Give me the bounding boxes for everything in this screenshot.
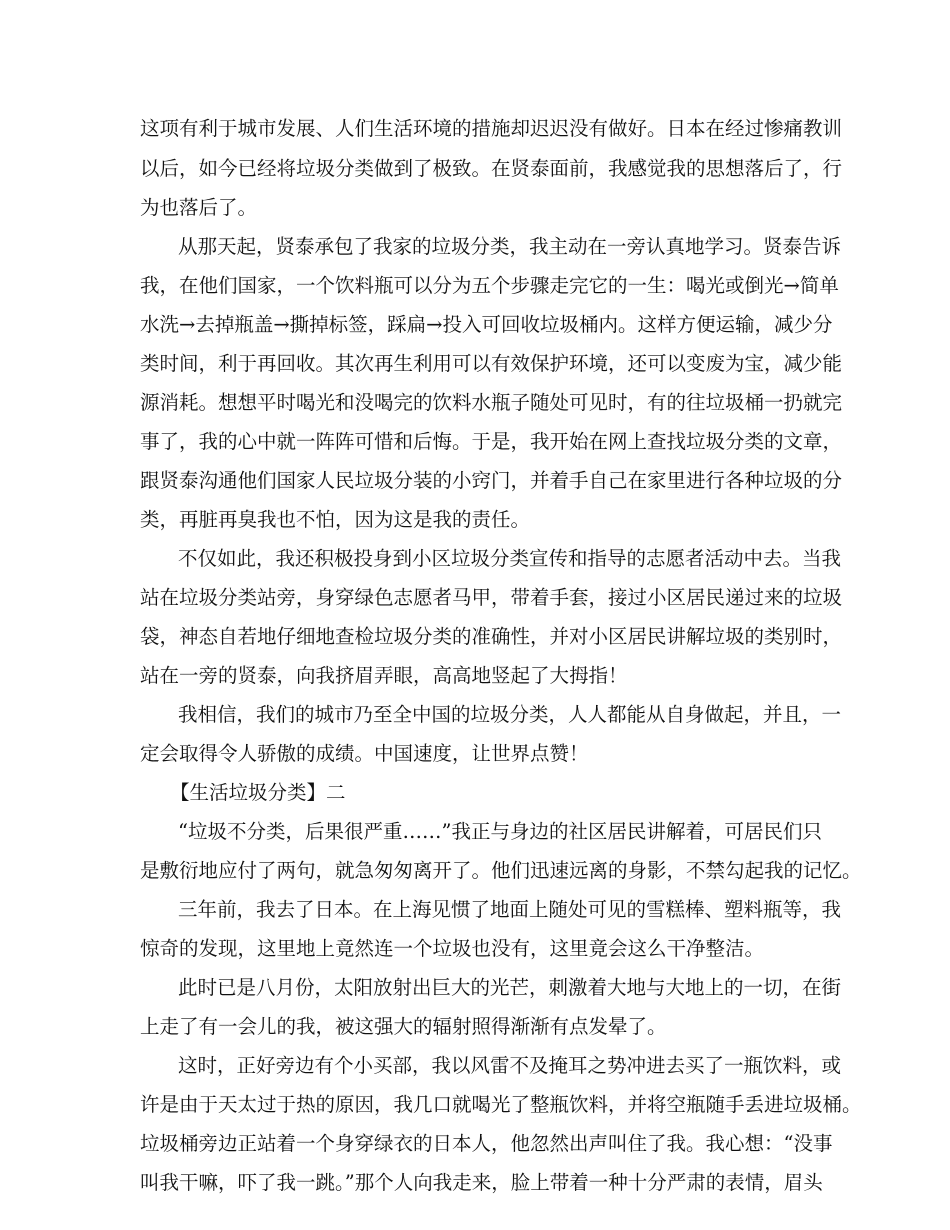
text-line: 类，再脏再臭我也不怕，因为这是我的责任。 <box>140 508 531 531</box>
text-line: 是敷衍地应付了两句，就急匆匆离开了。他们迅速远离的身影，不禁勾起我的记忆。 <box>140 859 862 882</box>
text-line: 以后，如今已经将垃圾分类做到了极致。在贤泰面前，我感觉我的思想落后了，行 <box>140 157 843 180</box>
text-line: 站在垃圾分类站旁，身穿绿色志愿者马甲，带着手套，接过小区居民递过来的垃圾 <box>140 586 843 609</box>
text-line: 这项有利于城市发展、人们生活环境的措施却迟迟没有做好。日本在经过惨痛教训 <box>140 117 843 140</box>
text-line: 三年前，我去了日本。在上海见惯了地面上随处可见的雪糕棒、塑料瓶等，我 <box>178 898 842 921</box>
text-line: 我相信，我们的城市乃至全中国的垃圾分类，人人都能从自身做起，并且，一 <box>178 703 842 726</box>
text-line: 袋，神态自若地仔细地查检垃圾分类的准确性，并对小区居民讲解垃圾的类别时， <box>140 625 843 648</box>
text-line: 我，在他们国家，一个饮料瓶可以分为五个步骤走完它的一生：喝光或倒光→简单 <box>140 274 839 297</box>
text-line: 许是由于天太过于热的原因，我几口就喝光了整瓶饮料，并将空瓶随手丢进垃圾桶。 <box>140 1093 862 1116</box>
text-line: 水洗→去掉瓶盖→撕掉标签，踩扁→投入可回收垃圾桶内。这样方便运输，减少分 <box>140 313 833 336</box>
text-line: 类时间，利于再回收。其次再生利用可以有效保护环境，还可以变废为宝，减少能 <box>140 352 843 375</box>
text-line: “垃圾不分类，后果很严重……”我正与身边的社区居民讲解着，可居民们只 <box>178 820 822 843</box>
text-line: 跟贤泰沟通他们国家人民垃圾分装的小窍门，并着手自己在家里进行各种垃圾的分 <box>140 469 843 492</box>
text-line: 惊奇的发现，这里地上竟然连一个垃圾也没有，这里竟会这么干净整洁。 <box>140 937 765 960</box>
text-line: 这时，正好旁边有个小买部，我以风雷不及掩耳之势冲进去买了一瓶饮料，或 <box>178 1054 842 1077</box>
text-line: 站在一旁的贤泰，向我挤眉弄眼，高高地竖起了大拇指！ <box>140 664 628 687</box>
text-line: 此时已是八月份，太阳放射出巨大的光芒，刺激着大地与大地上的一切，在街 <box>178 976 842 999</box>
text-line: 从那天起，贤泰承包了我家的垃圾分类，我主动在一旁认真地学习。贤泰告诉 <box>178 235 842 258</box>
text-line: 为也落后了。 <box>140 196 258 219</box>
text-line: 定会取得令人骄傲的成绩。中国速度，让世界点赞！ <box>140 742 589 765</box>
text-line: 上走了有一会儿的我，被这强大的辐射照得渐渐有点发晕了。 <box>140 1015 667 1038</box>
text-line: 不仅如此，我还积极投身到小区垃圾分类宣传和指导的志愿者活动中去。当我 <box>178 547 842 570</box>
text-line: 垃圾桶旁边正站着一个身穿绿衣的日本人，他忽然出声叫住了我。我心想：“没事 <box>140 1132 833 1155</box>
text-line: 事了，我的心中就一阵阵可惜和后悔。于是，我开始在网上查找垃圾分类的文章， <box>140 430 843 453</box>
section-heading: 【生活垃圾分类】二 <box>170 781 346 804</box>
text-line: 叫我干嘛，吓了我一跳。”那个人向我走来，脸上带着一种十分严肃的表情，眉头 <box>140 1171 823 1194</box>
text-line: 源消耗。想想平时喝光和没喝完的饮料水瓶子随处可见时，有的往垃圾桶一扔就完 <box>140 391 843 414</box>
